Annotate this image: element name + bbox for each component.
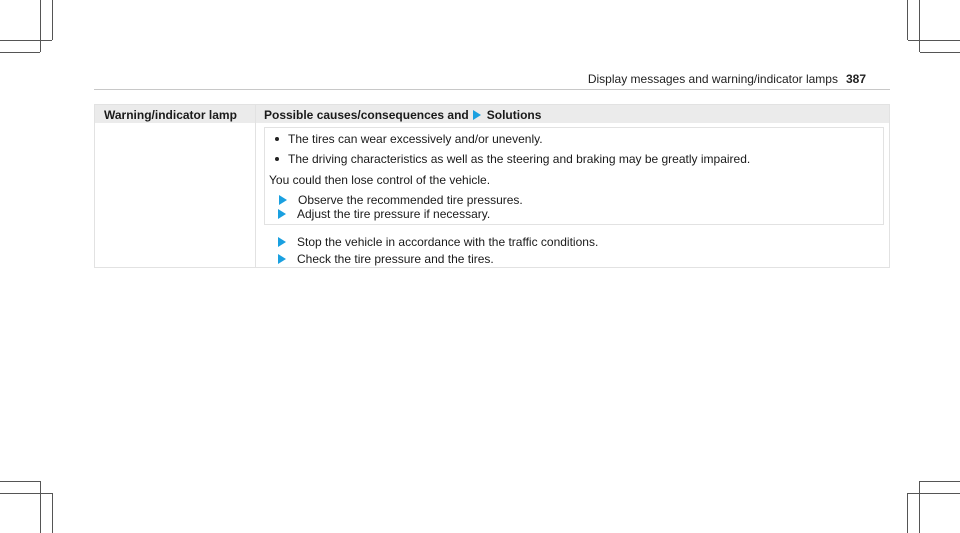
- page-number: 387: [845, 72, 866, 86]
- header-warning-lamp: Warning/indicator lamp: [104, 108, 237, 122]
- crop-mark: [919, 0, 920, 52]
- crop-mark: [0, 481, 40, 482]
- play-arrow-icon: [278, 254, 286, 264]
- crop-mark: [920, 481, 960, 482]
- play-arrow-icon: [278, 209, 286, 219]
- warning-note-text: You could then lose control of the vehicle.: [269, 173, 491, 187]
- crop-mark: [40, 481, 41, 533]
- crop-mark: [0, 40, 52, 41]
- crop-mark: [907, 493, 908, 533]
- list-item: [275, 132, 543, 146]
- crop-mark: [908, 40, 960, 41]
- crop-mark: [0, 493, 52, 494]
- crop-mark: [908, 493, 960, 494]
- warning-lamp-table: [94, 104, 890, 268]
- step-text: Stop the vehicle in accordance with the traffic conditions.: [297, 235, 599, 249]
- play-arrow-icon: [473, 110, 481, 120]
- running-header-title: Display messages and warning/indicator lamps: [587, 72, 838, 86]
- header-causes-label: Possible causes/consequences and: [264, 108, 469, 122]
- header-causes-solutions: [264, 108, 541, 122]
- list-item: [278, 207, 490, 221]
- header-rule: [94, 89, 890, 90]
- crop-mark: [52, 0, 53, 40]
- header-solutions-label: Solutions: [486, 108, 542, 122]
- consequence-text: The driving characteristics as well as the steering and braking may be greatly impaired.: [288, 152, 751, 166]
- crop-mark: [919, 481, 920, 533]
- step-text: Adjust the tire pressure if necessary.: [297, 207, 491, 221]
- column-divider: [255, 105, 256, 267]
- consequence-text: The tires can wear excessively and/or unevenly.: [288, 132, 543, 146]
- list-item: [278, 235, 598, 249]
- step-text: Check the tire pressure and the tires.: [297, 252, 494, 266]
- crop-mark: [0, 52, 40, 53]
- list-item: [275, 152, 750, 166]
- play-arrow-icon: [278, 237, 286, 247]
- bullet-icon: [275, 157, 279, 161]
- list-item: [278, 252, 494, 266]
- running-header: [588, 72, 866, 86]
- warning-note: [269, 173, 490, 187]
- crop-mark: [52, 493, 53, 533]
- crop-mark: [907, 0, 908, 40]
- crop-mark: [40, 0, 41, 52]
- step-text: Observe the recommended tire pressures.: [298, 193, 523, 207]
- list-item: [279, 193, 523, 207]
- bullet-icon: [275, 137, 279, 141]
- table-header: [95, 105, 889, 123]
- play-arrow-icon: [279, 195, 287, 205]
- crop-mark: [920, 52, 960, 53]
